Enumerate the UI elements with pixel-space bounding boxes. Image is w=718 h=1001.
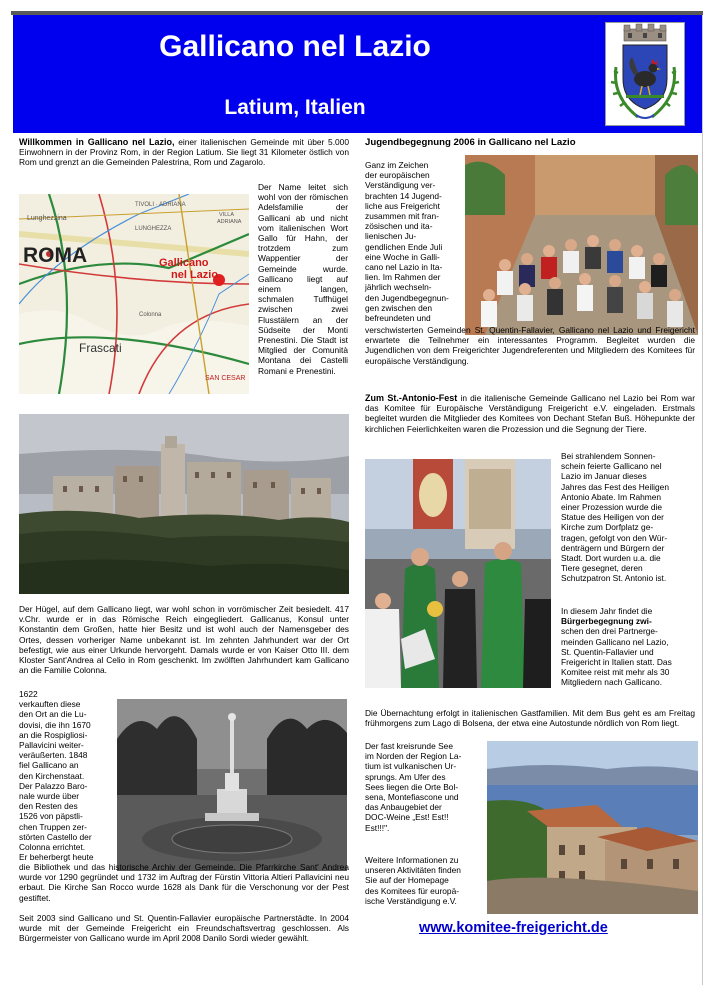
year-line: Bürgerbegegnung zwi- [561, 616, 652, 627]
procession-wrap [561, 451, 695, 584]
homepage-link[interactable]: www.komitee-freigericht.de [419, 920, 608, 936]
year-line: In diesem Jahr findet die [561, 606, 653, 616]
lake-line: Est!!!". [365, 822, 390, 833]
youth-group-photo [465, 155, 698, 335]
youth-line: Ganz im Zeichen [365, 160, 429, 170]
map-label-roma: ROMA [23, 244, 88, 267]
lake-photo [487, 741, 698, 914]
history-line: Pallavicini weiter- [19, 740, 84, 751]
history-line: störten Castello der [19, 831, 92, 842]
youth-line: lienischen Ju- [365, 231, 417, 242]
year-line: Mitgliedern nach Gallicano. [561, 677, 663, 688]
procession-line: denträgern und Bürgern der [561, 542, 665, 553]
youth-line: gendlichen Ende Juli [365, 241, 443, 252]
map-label-frascati: Frascati [79, 341, 122, 355]
procession-line: Jahres das Fest des Heiligen [561, 481, 669, 492]
year-line: meinden Gallicano nel Lazio, [561, 636, 669, 647]
procession-line: schein feierte Gallicano nel [561, 461, 662, 472]
intro-paragraph [19, 137, 349, 168]
youth-wrap [365, 160, 459, 323]
history-line: an die Rospigliosi- [19, 729, 88, 740]
history-line: fiel Gallicano an [19, 760, 79, 771]
closing-paragraph: die Bibliothek und das historische Archiv der Gemeinde. Die Pfarrkirche Sant' Andrea wurde vor 1290 gegründet und 1732 im Auftrag der Fürstin Vittoria Altieri Pallavicini neu erbaut. Die Kirche San Rocco wurde 1628 als Dank für die Verschonung vor der Pest gestiftet. [19, 862, 349, 903]
name-paragraph: Der Name leitet sich wohl von der römischen Adelsfamilie der Gallicani ab und nicht vom italienischen Wort Gallo für Hahn, der trotzdem zum Wappentier der Gemeinde wurde. Gallicano liegt auf einem langen, schmalen Tuffhügel zwischen zwei Flusstälern an der Südseite der Monti Prenestini. Die Stadt ist Mitglied der Comunità Montana dei Castelli Romani e Prenestini. [258, 182, 348, 376]
youth-line: zösischen und ita- [365, 221, 433, 232]
map-label-villa: VILLA ADRIANA [217, 212, 242, 225]
monument-photo [117, 699, 347, 871]
intro-text: einer italienischen Gemeinde mit über 5.000 Einwohnern in der Provinz Rom, in der Region Latium. Sie liegt 31 Kilometer östlich von Rom und grenzt an die Gemeinden Palestrina, Rom und Zagarolo. [19, 137, 349, 168]
map-label-lunghezza: LUNGHEZZA [135, 226, 172, 232]
info-line: Weitere Informationen zu [365, 855, 459, 865]
page-title: Gallicano nel Lazio [159, 30, 431, 63]
history-line: Der Palazzo Baro- [19, 780, 88, 791]
lake-line: Sees liegen die Orte Bol- [365, 781, 459, 792]
map-label-gallicano: Gallicano nel Lazio [159, 257, 219, 281]
youth-line: liche aus Freigericht [365, 200, 440, 211]
info-line: des Komitees für europä- [365, 885, 460, 896]
youth-line: lien. Im Rahmen der [365, 272, 441, 283]
lake-line: sprungs. Am Ufer des [365, 771, 446, 782]
history-line: Er beherbergt heute [19, 852, 94, 863]
procession-line: Tiere gesegnet, deren [561, 563, 643, 574]
history-line: Colonna errichtet. [19, 842, 86, 853]
history-line: veräußerten. 1848 [19, 750, 88, 761]
procession-line: Statue des Heiligen von der [561, 512, 664, 523]
partner-paragraph: Seit 2003 sind Gallicano und St. Quentin-Fallavier europäische Partnerstädte. In 2004 wurde mit der Gemeinde Freigericht ein Freundschaftsvertrag geschlossen. Als Bürgermeister von Gallicano wurde im April 2008 Danilo Sordi wieder gewählt. [19, 913, 349, 944]
history-line: nale wurde über [19, 791, 80, 802]
youth-line: der europäischen [365, 170, 430, 181]
intro-lead: Willkommen in Gallicano nel Lazio, [19, 137, 175, 147]
page-subtitle: Latium, Italien [224, 96, 366, 119]
map-label-colonna: Colonna [139, 312, 162, 318]
procession-line: Kirche zum Dorfplatz ge- [561, 522, 654, 533]
youth-line: eine Woche in Galli- [365, 251, 440, 262]
info-line: unseren Aktivitäten finden [365, 865, 461, 876]
year-wrap [561, 606, 695, 688]
youth-line: zusammen mit fran- [365, 211, 439, 222]
info-wrap [365, 855, 477, 906]
youth-line: befreundeten und [365, 313, 431, 324]
history-line: den Ort an die Lu- [19, 709, 87, 720]
history-line: chen Truppen zer- [19, 821, 87, 832]
info-line: ische Verständigung e.V. [365, 895, 457, 906]
history-line: den Resten des [19, 801, 78, 812]
youth-line: jährlich wechseln- [365, 282, 432, 293]
history-wrap [19, 689, 107, 862]
map-label-tivoli: TIVOLI · ADRIANA [135, 202, 186, 208]
history-paragraph: Der Hügel, auf dem Gallicano liegt, war wohl schon in vorrömischer Zeit besiedelt. 417 v.Chr. wurde er in das Römische Reich eingegliedert. Gallicanus, Konsul unter Konstantin dem Großen, hatte hier Besitz und ist wohl auch der Namensgeber des Ortes, dessen vorheriger Name unbekannt ist. Im zehnten Jahrhundert war der Ort befestigt, wie aus einer Urkunde hervorgeht. Damals wurde er von Kaiser Otto III. dem Kloster Sant'Andrea al Celio in Rom geschenkt. Im zwölften Jahrhundert kam Gallicano an die Familie Colonna. [19, 604, 349, 676]
procession-line: einer Prozession wurde die [561, 502, 663, 513]
stay-paragraph: Die Übernachtung erfolgt in italienischen Gastfamilien. Mit dem Bus geht es am Freitag frühmorgens zum Lago di Bolsena, der etwa eine Autostunde nördlich von Rom liegt. [365, 708, 695, 729]
youth-line: brachten 14 Jugend- [365, 190, 442, 201]
year-line: schen den drei Partnerge- [561, 626, 658, 637]
lake-line: das Anbaugebiet der [365, 802, 442, 813]
procession-photo [365, 459, 551, 688]
year-line: Freigericht in Italien statt. Das [561, 657, 672, 668]
lake-line: Der fast kreisrunde See [365, 741, 453, 751]
youth-heading: Jugendbegegnung 2006 in Gallicano nel Lazio [365, 137, 576, 148]
year-line: Komitee reist mit mehr als 30 [561, 667, 670, 678]
info-line: Sie auf der Homepage [365, 875, 449, 886]
procession-line: tragen, gefolgt von den Wür- [561, 532, 668, 543]
fest-lead: Zum St.-Antonio-Fest [365, 393, 458, 403]
youth-line: den Jugendbegegnun- [365, 292, 449, 303]
youth-line: Verständigung ver- [365, 180, 436, 191]
youth-paragraph: verschwisterten Gemeinden St. Quentin-Fallavier, Gallicano nel Lazio und Freigericht erwartete die Teilnehmer ein interessantes Programm. Begleitet wurden die Jugendlichen von dem Freigerichter Jugendreferenten und Mitgliedern des Komitees für europäische Verständigung. [365, 325, 695, 366]
lake-line: im Norden der Region La- [365, 751, 462, 762]
year-line: St. Quentin-Fallavier und [561, 646, 654, 657]
procession-line: Lazio im Januar dieses [561, 471, 647, 482]
lake-line: tium ist vulkanischen Ur- [365, 761, 457, 772]
fest-paragraph [365, 393, 695, 434]
youth-line: cano nel Lazio in Ita- [365, 262, 443, 273]
procession-line: Bei strahlendem Sonnen- [561, 451, 656, 461]
town-photo [19, 414, 349, 594]
procession-line: Schutzpatron St. Antonio ist. [561, 573, 667, 584]
map-label-san-cesareo: SAN CESAR [205, 375, 246, 382]
map-label-lunghezzina: Lunghezzina [27, 215, 67, 222]
lake-line: DOC-Weine „Est! Est!! [365, 812, 449, 823]
procession-line: Antonio Abate. Im Rahmen [561, 491, 662, 502]
procession-line: Stadt. Dort wurden u.a. die [561, 553, 661, 564]
history-line: 1622 [19, 689, 38, 699]
map-image [19, 194, 249, 394]
lake-wrap [365, 741, 477, 833]
fest-text: in die italienische Gemeinde Gallicano nel Lazio bei Rom war das Komitee für Europäische Verständigung Freigericht e.V. eingeladen. Erstmals begleitet wurden die Mitglieder des Komitees von Dechant Stefan Buß. Höhepunkte der kirchlichen Feierlichkeiten waren die Prozession und die Segnung der Tiere. [365, 393, 695, 434]
coat-of-arms-icon [605, 22, 685, 126]
history-line: 1526 von päpstli- [19, 811, 83, 822]
history-line: dovisi, die ihn 1670 [19, 719, 91, 730]
history-line: verkauften diese [19, 699, 81, 710]
history-line: den Kirchenstaat. [19, 770, 85, 781]
lake-line: sena, Montefiascone und [365, 792, 459, 803]
top-rule [11, 11, 703, 15]
youth-line: gen zwischen den [365, 302, 433, 313]
